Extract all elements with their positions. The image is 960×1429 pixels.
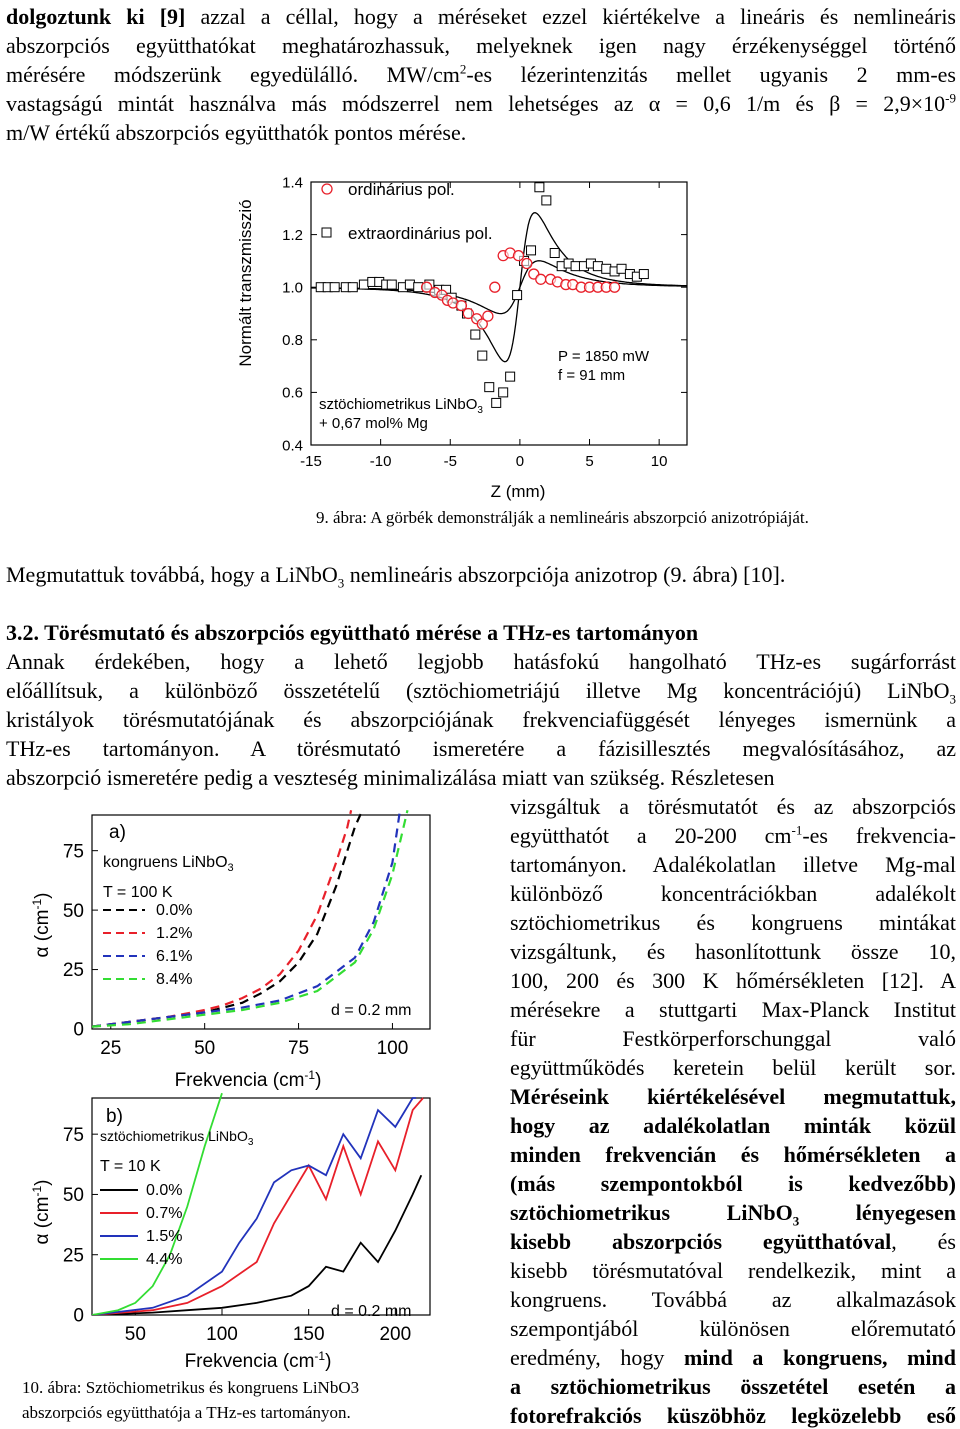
- y-tick-label: 75: [62, 1124, 84, 1146]
- extraordinary-point: [485, 383, 494, 392]
- para2-line-3: kristályok törésmutatójának és abszorpciójának frekvenciafüggését lényeges ismernünk a: [6, 707, 956, 732]
- y-tick-label: 0: [73, 1305, 84, 1327]
- panel-b-curves: [92, 1093, 423, 1315]
- right-col-line: fotorefrakciós küszöbhöz legközelebb eső: [510, 1403, 956, 1428]
- intro-line-2: abszorpciós együtthatókat meghatározhassuk, melyeknek igen nagy érzékenységgel történő: [6, 33, 956, 58]
- legend-label: 1.2%: [156, 925, 193, 942]
- series-line-0.0%: [92, 810, 362, 1026]
- intro-line-1: dolgoztunk ki [9] azzal a céllal, hogy a méréseket ezzel kiértékelve a lineáris és nemlineáris: [6, 4, 956, 29]
- panel-a-xlabel: Frekvencia $(cm^{-1})$: [174, 1068, 322, 1091]
- intro-line-3: mérésére módszerünk egyedülálló. $MW/cm^2-es$ lézerintenzitás mellet ugyanis 2 mm-es: [6, 61, 956, 87]
- fig9-ylabel: Normált transzmisszió: [236, 199, 255, 367]
- right-col-line: szempontjából különösen előremutató: [510, 1316, 956, 1341]
- extraordinary-point: [492, 398, 501, 407]
- x-tick-label: 5: [585, 453, 594, 470]
- panel-a-thickness: d = 0.2 mm: [331, 1002, 412, 1019]
- para2-line-5: abszorpció ismeretére pedig a veszteség minimalizálása miatt van szükség. Részletesen: [6, 765, 775, 790]
- extraordinary-point: [527, 246, 536, 255]
- fig10-panel-b: [30, 1093, 430, 1372]
- legend-label: 1.5%: [146, 1228, 183, 1245]
- x-tick-label: 50: [124, 1324, 146, 1345]
- right-col-line: hogy az adalékolatlan minták közül: [510, 1113, 956, 1138]
- right-col-line: Méréseink kiértékelésével megmutattuk,: [510, 1084, 956, 1109]
- y-tick-label: 0.6: [282, 384, 303, 402]
- panel-a-axes: [63, 815, 430, 1059]
- para2-line-2: előállítsuk, a különböző összetételű (sztöchiometriájú illetve Mg koncentrációjú) LiNbO$_3$: [6, 678, 956, 707]
- fig9-power-annotation: P = 1850 mW: [558, 348, 650, 365]
- legend-extraordinary-label: extraordinárius pol.: [348, 224, 493, 243]
- x-tick-label: 10: [650, 453, 668, 470]
- figure-10-caption-line-2: abszorpciós együtthatója a THz-es tartományon.: [22, 1403, 351, 1422]
- right-col-line: sztöchiometrikus és kongruens mintákat: [510, 910, 956, 935]
- extraordinary-point: [478, 351, 487, 360]
- right-col-line: különböző koncentrációkban adalékolt: [510, 881, 956, 906]
- paragraph-anisotropy: Megmutattuk továbbá, hogy a LiNbO$_3$ nemlineáris abszorpciója anizotrop (9. ábra) [10].: [6, 562, 786, 591]
- extraordinary-point: [602, 264, 611, 273]
- figure-9-caption: 9. ábra: A görbék demonstrálják a nemlineáris abszorpció anizotrópiáját.: [316, 508, 809, 527]
- right-col-line: együtthatót a 20-200 $cm^{-1}-es$ frekvencia-: [510, 822, 956, 848]
- legend-square-marker: [322, 228, 331, 237]
- extraordinary-point: [593, 262, 602, 271]
- y-tick-label: 50: [62, 1185, 84, 1207]
- panel-a-sample: kongruens LiNbO$_3$: [103, 854, 234, 874]
- legend-label: 8.4%: [156, 971, 193, 988]
- x-tick-label: 50: [194, 1038, 216, 1059]
- fig9-xlabel: Z (mm): [490, 482, 546, 501]
- fig10-panel-a: [30, 810, 430, 1091]
- right-col-line: mérésekre a stuttgarti Max-Planck Institut: [510, 997, 956, 1022]
- right-col-line: für Festkörperforschunggal való: [510, 1026, 956, 1051]
- x-tick-label: 0: [515, 453, 525, 470]
- figure-10-caption-line-1: 10. ábra: Sztöchiometrikus és kongruens LiNbO3: [22, 1378, 360, 1397]
- right-col-line: vizsgáltuk a törésmutatót és az abszorpciós: [510, 794, 956, 819]
- ordinary-point: [513, 251, 523, 261]
- x-tick-label: 25: [100, 1038, 122, 1059]
- ordinary-point: [610, 282, 620, 292]
- extraordinary-point: [471, 330, 480, 339]
- plot-frame: [92, 815, 430, 1029]
- intro-line-4: vastagságú mintát használva más módszerrel nem lehetséges az α = 0,6 1/m és $\beta = 2,9\times 10^{-9}$: [6, 90, 956, 116]
- extraordinary-point: [571, 262, 580, 271]
- panel-b-sample: sztöchiometrikus LiNbO$_3$: [100, 1128, 254, 1148]
- x-tick-label: -15: [300, 453, 322, 470]
- extraordinary-point: [330, 283, 339, 292]
- panel-a-legend: [103, 902, 192, 988]
- section-heading: 3.2. Törésmutató és abszorpciós együttható mérése a THz-es tartományon: [6, 620, 699, 645]
- extraordinary-point: [639, 270, 648, 279]
- x-tick-label: -10: [369, 453, 392, 470]
- y-tick-label: 25: [62, 1245, 84, 1267]
- x-tick-label: 100: [206, 1324, 238, 1345]
- figure-10-chart: [0, 795, 480, 1373]
- ordinary-point: [490, 282, 500, 292]
- para2-line-4: THz-es tartományon. A törésmutató ismeretére a fázisillesztés megvalósításához, az: [6, 736, 956, 761]
- fig9-focal-annotation: f = 91 mm: [558, 367, 626, 384]
- right-col-line: kongruens. Továbbá az alkalmazások: [510, 1287, 956, 1312]
- right-col-line: sztöchiometrikus LiNbO$_3$ lényegesen: [510, 1200, 956, 1229]
- x-tick-label: -5: [443, 453, 457, 470]
- right-col-line: 100, 200 és 300 K hőmérsékleten [12]. A: [510, 968, 956, 993]
- extraordinary-point: [387, 280, 396, 289]
- fig9-sample-annotation: sztöchiometrikus LiNbO$_3$: [319, 396, 483, 416]
- series-line-6.1%: [92, 810, 400, 1026]
- series-line-0.0%: [92, 1175, 421, 1315]
- x-tick-label: 200: [379, 1324, 412, 1345]
- panel-b-temperature: T = 10 K: [100, 1158, 161, 1175]
- y-tick-label: 0: [73, 1019, 84, 1041]
- right-col-line: (más szempontokból is kedvezőbb): [510, 1171, 956, 1196]
- y-tick-label: 1.2: [282, 226, 303, 244]
- y-tick-label: 25: [62, 960, 84, 982]
- series-line-1.2%: [92, 810, 351, 1026]
- right-col-line: eredmény, hogy mind a kongruens, mind: [510, 1345, 956, 1370]
- panel-a-ylabel: α $(cm^{-1})$: [30, 892, 53, 958]
- legend-label: 0.0%: [146, 1182, 183, 1199]
- legend-circle-marker: [322, 184, 332, 194]
- extraordinary-point: [499, 388, 508, 397]
- panel-b-ylabel: α $(cm^{-1})$: [30, 1179, 53, 1245]
- panel-b-label: b): [106, 1106, 123, 1127]
- extraordinary-point: [348, 283, 357, 292]
- extraordinary-point: [550, 249, 559, 258]
- extraordinary-point: [535, 183, 544, 192]
- series-line-8.4%: [92, 810, 408, 1026]
- extraordinary-point: [617, 264, 626, 273]
- extraordinary-point: [405, 280, 414, 289]
- legend-label: 0.7%: [146, 1205, 183, 1222]
- panel-b-xlabel: Frekvencia $(cm^{-1})$: [184, 1349, 332, 1372]
- extraordinary-point: [506, 372, 515, 381]
- y-tick-label: 0.4: [282, 437, 303, 455]
- right-col-line: minden frekvencián és hőmérsékleten a: [510, 1142, 956, 1167]
- extraordinary-point: [359, 280, 368, 289]
- x-tick-label: 75: [287, 1038, 310, 1059]
- intro-line-5: m/W értékű abszorpciós együtthatók pontos mérése.: [6, 120, 467, 145]
- figure-9-chart: [220, 165, 720, 505]
- y-tick-label: 75: [62, 841, 84, 863]
- legend-label: 6.1%: [156, 948, 193, 965]
- panel-a-label: a): [109, 822, 126, 843]
- ordinary-point: [536, 274, 546, 284]
- ordinary-point: [483, 311, 493, 321]
- y-tick-label: 1.0: [282, 279, 303, 297]
- ordinary-point: [522, 259, 532, 269]
- right-col-line: kisebb abszorpciós együtthatóval, és: [510, 1229, 956, 1254]
- panel-b-legend: [100, 1182, 182, 1268]
- x-tick-label: 100: [376, 1038, 409, 1059]
- extraordinary-point: [542, 196, 551, 205]
- x-tick-label: 150: [292, 1324, 325, 1345]
- right-col-line: tartományon. Adalékolatlan illetve Mg-mal: [510, 852, 956, 877]
- fig9-mg-annotation: + 0,67 mol% Mg: [319, 415, 428, 432]
- legend-ordinary-label: ordinárius pol.: [348, 180, 455, 199]
- y-tick-label: 0.8: [282, 332, 303, 350]
- panel-b-thickness: d = 0.2 mm: [331, 1303, 412, 1320]
- legend-label: 0.0%: [156, 902, 193, 919]
- panel-a-temperature: T = 100 K: [103, 884, 173, 901]
- y-tick-label: 50: [62, 900, 84, 922]
- right-col-line: együttműködés keretein belül került sor.: [510, 1055, 956, 1080]
- y-tick-label: 1.4: [282, 174, 303, 192]
- legend-label: 4.4%: [146, 1251, 183, 1268]
- para2-line-1: Annak érdekében, hogy a lehető legjobb hatásfokú hangolható THz-es sugárforrást: [6, 649, 956, 674]
- right-col-line: vizsgáltunk, és hasonlítottunk össze 10,: [510, 939, 956, 964]
- right-col-line: a sztöchiometrikus összetétel esetén a: [510, 1374, 956, 1399]
- extraordinary-point: [513, 291, 522, 300]
- right-col-line: kisebb törésmutatóval rendelkezik, mint a: [510, 1258, 956, 1283]
- panel-a-curves: [92, 810, 408, 1026]
